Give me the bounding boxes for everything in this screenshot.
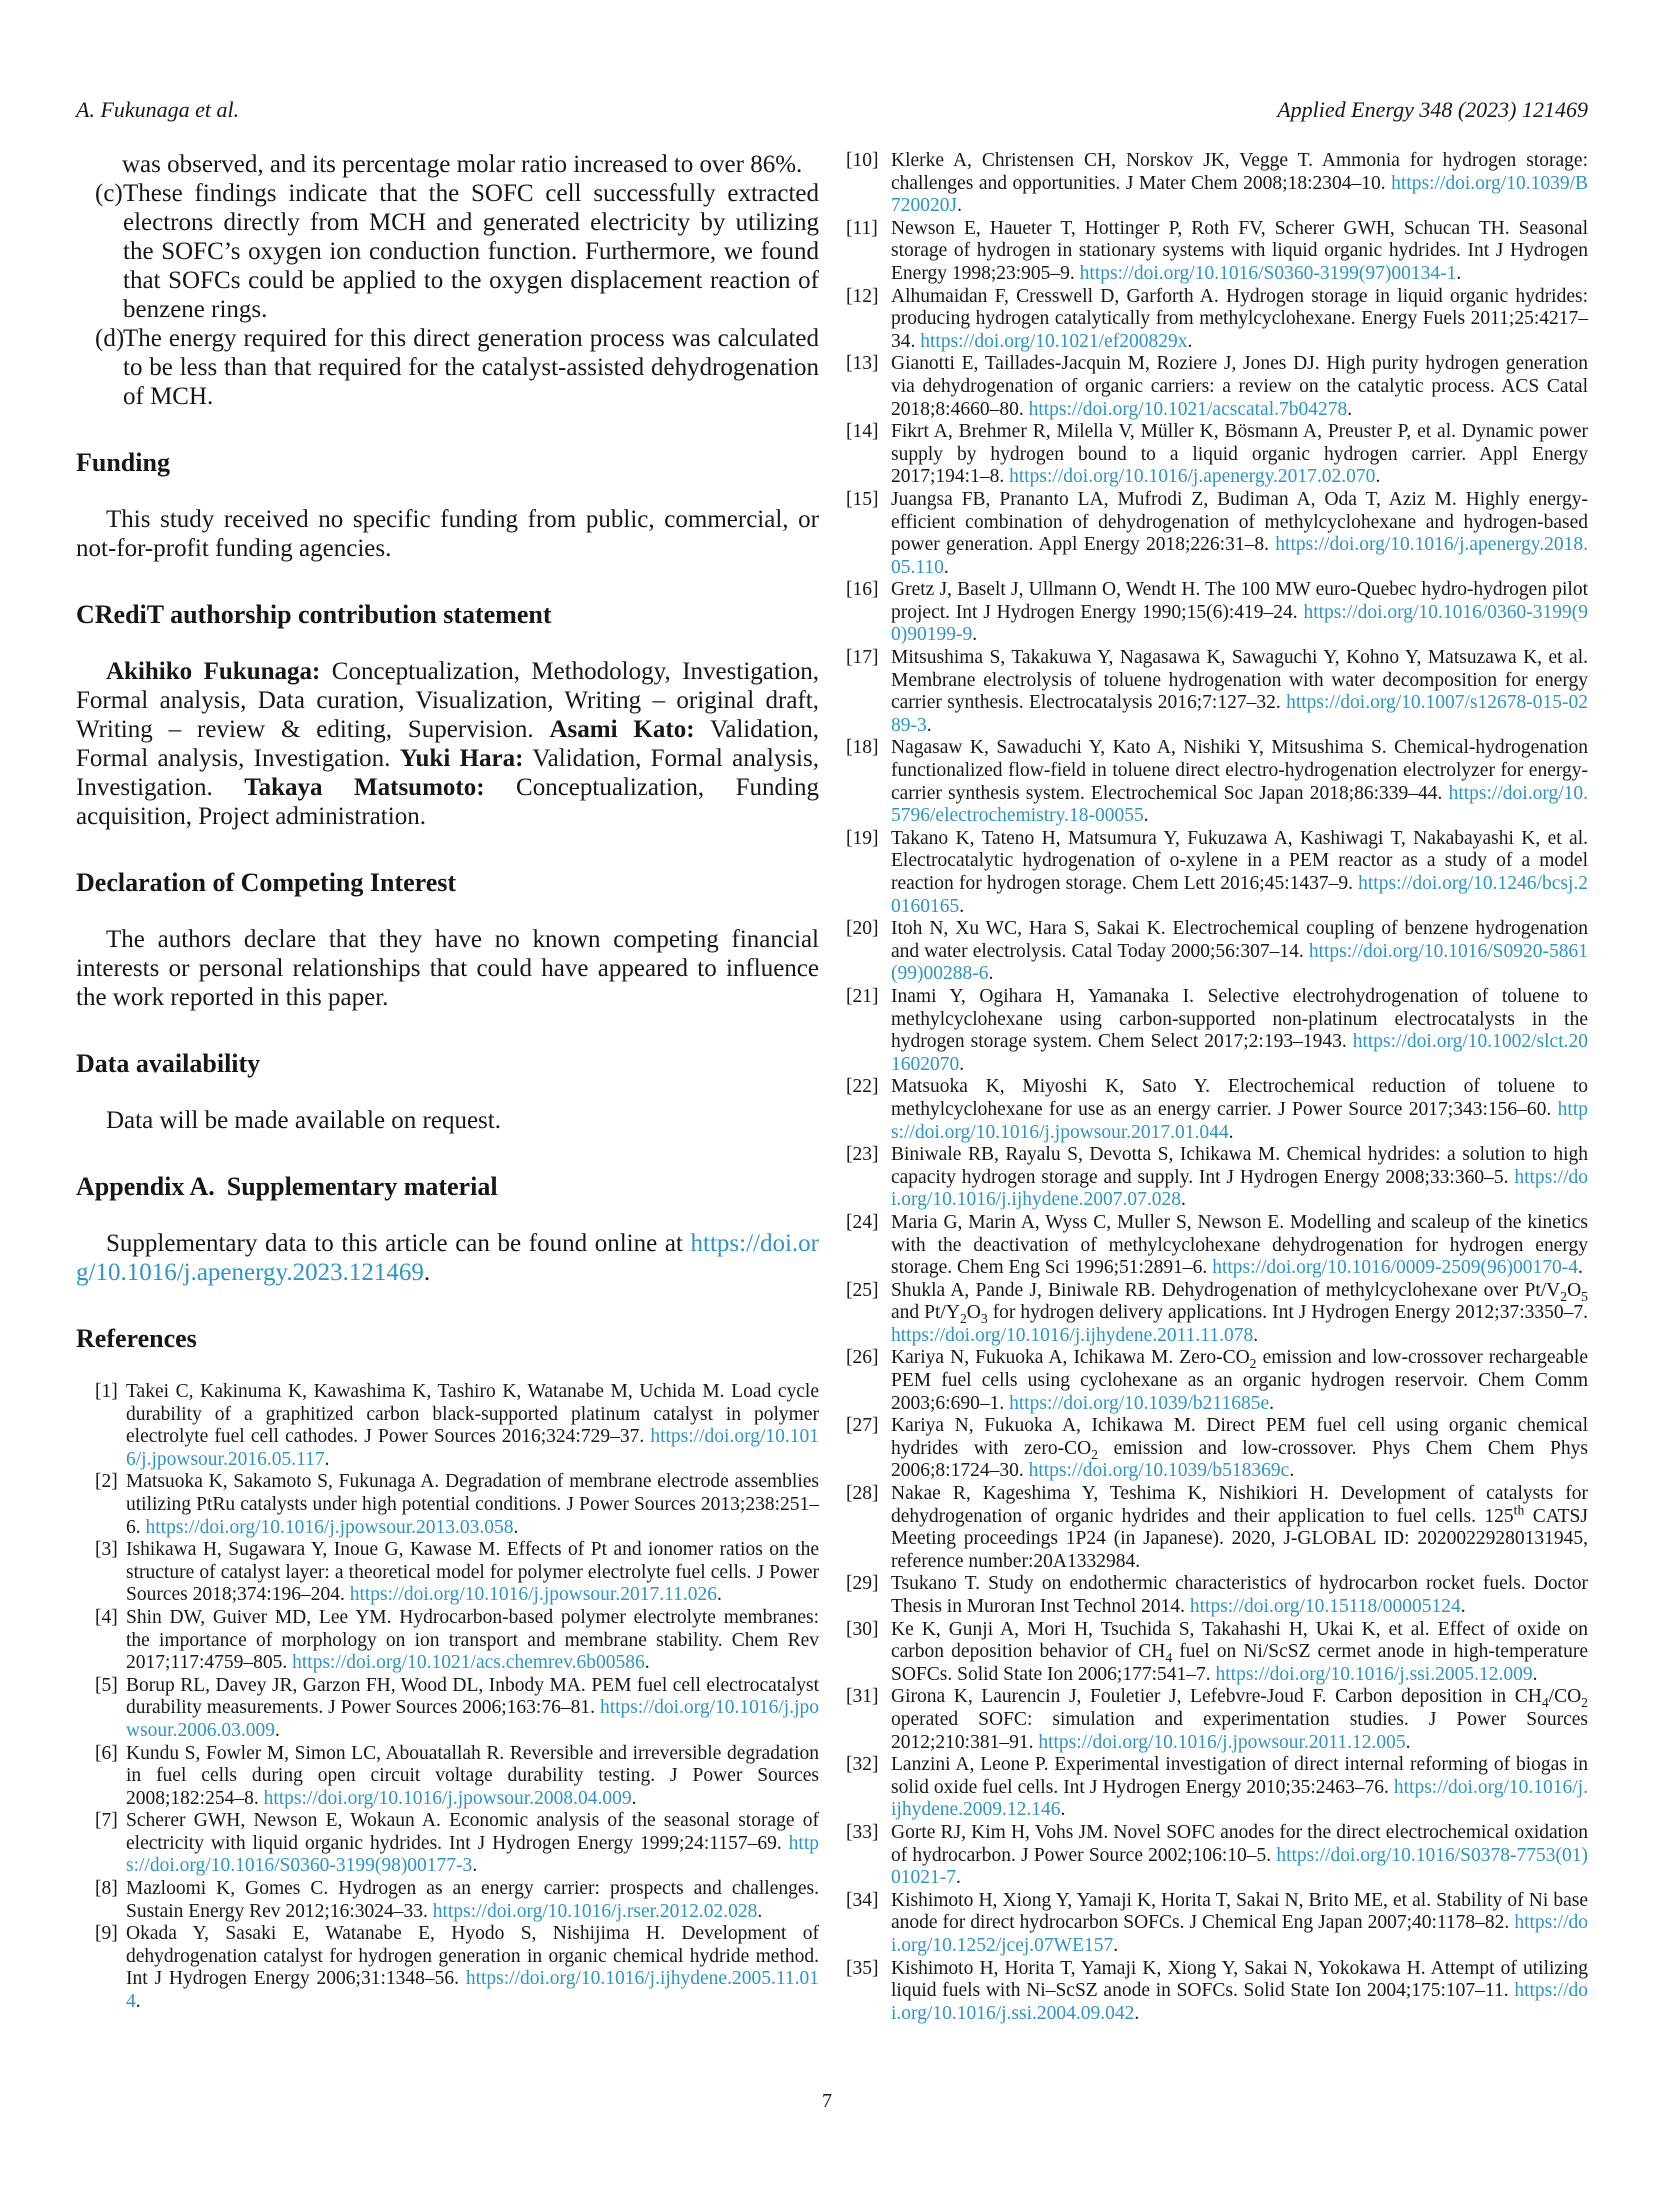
text-run: . bbox=[631, 1787, 637, 1809]
reference-text bbox=[891, 1573, 1588, 1617]
reference-item bbox=[845, 1822, 1588, 1890]
funding-paragraph: This study received no specific funding from public, commercial, or not-for-profit funding agencies. bbox=[76, 506, 819, 562]
reference-text bbox=[126, 1743, 819, 1809]
text-run: Newson E, Haueter T, Hottinger P, Roth FV, Scherer GWH, Schucan TH. Seasonal storage of hydrogen in stationary systems with liquid organic hydrides. Int J Hydrogen Energy 1998;23:905–9. bbox=[891, 217, 1588, 284]
text-run: Borup RL, Davey JR, Garzon FH, Wood DL, Inbody MA. PEM fuel cell electrocatalyst durability measurements. J Power Sources 2006;163:76–81. bbox=[126, 1674, 819, 1719]
doi-link[interactable]: https://doi.org/10.1016/j.jpowsour.2006.03.009 bbox=[126, 1697, 819, 1741]
text-run: . bbox=[988, 963, 994, 985]
reference-text bbox=[891, 1822, 1588, 1888]
doi-link[interactable]: https://doi.org/10.1252/jcej.07WE157 bbox=[891, 1912, 1588, 1956]
doi-link[interactable]: https://doi.org/10.1016/j.apenergy.2023.121469 bbox=[76, 1230, 819, 1286]
reference-text bbox=[126, 1878, 819, 1922]
bold-text: Akihiko Fukunaga: bbox=[106, 658, 321, 685]
reference-text bbox=[891, 421, 1588, 487]
reference-item bbox=[76, 1743, 819, 1811]
doi-link[interactable]: https://doi.org/10.15118/00005124 bbox=[1189, 1596, 1461, 1617]
reference-item bbox=[845, 489, 1588, 579]
reference-number: [8] bbox=[95, 1878, 118, 1900]
text-run: . bbox=[943, 556, 949, 578]
subscript: 4 bbox=[1165, 1650, 1173, 1666]
reference-text bbox=[891, 286, 1588, 352]
text-run: . bbox=[959, 895, 965, 917]
reference-number: [13] bbox=[846, 353, 879, 375]
data-availability-paragraph: Data will be made available on request. bbox=[106, 1107, 501, 1134]
page-body bbox=[76, 98, 1588, 2025]
reference-item bbox=[845, 579, 1588, 647]
doi-link[interactable]: https://doi.org/10.1016/j.apenergy.2017.02.070 bbox=[1009, 466, 1376, 488]
text-run: Kariya N, Fukuoka A, Ichikawa M. Direct PEM fuel cell using organic chemical hydrides with zero-CO bbox=[891, 1415, 1588, 1459]
reference-number: [10] bbox=[846, 150, 879, 171]
text-run: . bbox=[274, 1719, 280, 1741]
text-run: Okada Y, Sasaki E, Watanabe E, Hyodo S, Nishijima H. Development of dehydrogenation catalyst for hydrogen generation in organic chemical hydride method. Int J Hydrogen Energy 2006;31:1348–56. bbox=[126, 1923, 819, 1990]
text-run: . bbox=[1532, 1663, 1538, 1685]
running-header bbox=[76, 98, 1588, 122]
text-run: . bbox=[135, 1991, 141, 2013]
subscript: 2 bbox=[1091, 1446, 1098, 1462]
reference-number: [25] bbox=[846, 1279, 879, 1301]
text-run: Maria G, Marin A, Wyss C, Muller S, Newson E. Modelling and scaleup of the kinetics with the deactivation of methylcyclohexane dehydrogenation for hydrogen energy storage. Chem Eng Sci 1996;51:2891–6. bbox=[891, 1211, 1588, 1279]
doi-link[interactable]: https://doi.org/10.1021/ef200829x bbox=[920, 330, 1188, 352]
reference-text bbox=[891, 828, 1588, 917]
reference-text bbox=[126, 1539, 819, 1605]
reference-text bbox=[891, 579, 1588, 645]
text-run: fuel on Ni/ScSZ cermet anode in high-temperature SOFCs. Solid State Ion 2006;177:541–7. bbox=[891, 1641, 1588, 1685]
text-run: Nakae R, Kageshima Y, Teshima K, Nishikiori H. Development of catalysts for dehydrogenation of organic hydrides and their application to fuel cells. 125 bbox=[891, 1483, 1588, 1527]
reference-number: [14] bbox=[846, 421, 879, 443]
text-run: . bbox=[1228, 1121, 1234, 1143]
reference-item bbox=[76, 1607, 819, 1675]
reference-text bbox=[891, 737, 1588, 826]
text-run: Nagasaw K, Sawaduchi Y, Kato A, Nishiki Y, Mitsushima S. Chemical-hydrogenation functionalized flow-field in toluene direct electro-hydrogenation electrolyzer for energy-carrier synthesis system. Electrochemical Soc Japan 2018;86:339–44. bbox=[891, 737, 1588, 804]
subscript: 2 bbox=[1249, 1356, 1257, 1372]
doi-link[interactable]: https://doi.org/10.1016/j.jpowsour.2013.03.058 bbox=[145, 1516, 514, 1538]
header-authors: A. Fukunaga et al. bbox=[76, 97, 240, 122]
doi-link[interactable]: https://doi.org/10.1021/acscatal.7b04278 bbox=[1028, 398, 1348, 420]
reference-number: [11] bbox=[846, 217, 878, 239]
reference-item bbox=[845, 1686, 1588, 1754]
reference-text bbox=[891, 353, 1588, 419]
declaration-paragraph: The authors declare that they have no known competing financial interests or personal relationships that could have appeared to influence the work reported in this paper. bbox=[76, 926, 819, 1011]
text-run: CATSJ Meeting proceedings 1P24 (in Japanese). 2020, J-GLOBAL ID: 20200229280131945, reference number:20A1332984. bbox=[891, 1505, 1588, 1572]
reference-number: [4] bbox=[95, 1606, 118, 1628]
text-run: . bbox=[1577, 1257, 1583, 1279]
reference-number: [23] bbox=[846, 1144, 879, 1166]
subscript: 2 bbox=[1581, 1695, 1588, 1711]
doi-link[interactable]: https://doi.org/10.1016/S0378-7753(01)01021-7 bbox=[891, 1844, 1588, 1889]
appendix-paragraph bbox=[76, 1229, 819, 1287]
reference-text bbox=[891, 1686, 1588, 1752]
reference-number: [31] bbox=[846, 1686, 879, 1708]
reference-text bbox=[891, 1280, 1588, 1346]
reference-text bbox=[891, 1483, 1588, 1572]
reference-item bbox=[845, 918, 1588, 986]
data-availability-heading: Data availability bbox=[76, 1049, 261, 1078]
text-run: . bbox=[644, 1652, 650, 1674]
reference-text bbox=[891, 918, 1588, 984]
text-run: Mazloomi K, Gomes C. Hydrogen as an energy carrier: prospects and challenges. Sustain Energy Rev 2012;16:3024–33. bbox=[126, 1878, 819, 1922]
doi-link[interactable]: https://doi.org/10.1016/S0360-3199(98)00177-3 bbox=[126, 1832, 819, 1877]
text-run: . bbox=[1060, 1799, 1066, 1821]
reference-number: [28] bbox=[846, 1483, 879, 1505]
list-item-text: The energy required for this direct generation process was calculated to be less than that required for the catalyst-assisted dehydrogenation of MCH. bbox=[123, 325, 819, 410]
text-run: Inami Y, Ogihara H, Yamanaka I. Selective electrohydrogenation of toluene to methylcyclohexane using carbon-supported non-platinum electrocatalysts in the hydrogen storage system. Chem Select 2017;2:193–1943. bbox=[891, 985, 1588, 1053]
reference-number: [2] bbox=[95, 1471, 118, 1493]
credit-paragraph bbox=[76, 657, 819, 831]
text-run: Alhumaidan F, Cresswell D, Garforth A. Hydrogen storage in liquid organic hydrides: producing hydrogen catalytically from methylcyclohexane. Energy Fuels 2011;25:4217–34. bbox=[891, 285, 1588, 352]
list-item-label: (d) bbox=[95, 325, 125, 352]
reference-number: [33] bbox=[846, 1821, 879, 1843]
references-list-right bbox=[845, 150, 1588, 2025]
doi-link[interactable]: https://doi.org/10.1016/j.ssi.2004.09.042 bbox=[891, 1980, 1588, 2024]
reference-text bbox=[891, 986, 1588, 1075]
reference-item bbox=[845, 1347, 1588, 1415]
reference-number: [29] bbox=[846, 1573, 879, 1595]
doi-link[interactable]: https://doi.org/10.1016/j.jpowsour.2016.05.117 bbox=[126, 1426, 819, 1470]
reference-number: [1] bbox=[95, 1381, 118, 1402]
reference-item bbox=[845, 647, 1588, 737]
subscript: 3 bbox=[980, 1311, 988, 1327]
reference-text bbox=[126, 1675, 819, 1741]
reference-item bbox=[845, 1573, 1588, 1618]
subscript: 4 bbox=[1541, 1695, 1549, 1711]
reference-number: [15] bbox=[846, 488, 879, 510]
reference-item bbox=[845, 1415, 1588, 1483]
text-run: . bbox=[1134, 2002, 1140, 2024]
text-run: Matsuoka K, Sakamoto S, Fukunaga A. Degradation of membrane electrode assemblies utilizing PtRu catalysts under high potential conditions. J Power Sources 2013;238:251–6. bbox=[126, 1471, 819, 1538]
text-run: . bbox=[926, 714, 932, 736]
doi-link[interactable]: https://doi.org/10.1016/j.jpowsour.2011.12.005 bbox=[1038, 1731, 1406, 1753]
reference-item bbox=[845, 1958, 1588, 2026]
text-run: . bbox=[757, 1900, 763, 1922]
paragraph-continuation: was observed, and its percentage molar ratio increased to over 86%. bbox=[122, 151, 803, 178]
text-run: . bbox=[1253, 1324, 1259, 1346]
text-run: Conceptualization, Funding acquisition, Project administration. bbox=[76, 774, 819, 830]
reference-number: [6] bbox=[95, 1742, 118, 1764]
doi-link[interactable]: https://doi.org/10.1016/j.ijhydene.2007.07.028 bbox=[891, 1166, 1588, 1211]
text-run: . bbox=[513, 1516, 519, 1538]
reference-number: [21] bbox=[846, 985, 879, 1007]
reference-text bbox=[126, 1923, 819, 2012]
reference-item bbox=[845, 150, 1588, 218]
reference-text bbox=[126, 1381, 819, 1470]
reference-item bbox=[76, 1539, 819, 1607]
text-run: . bbox=[1347, 398, 1353, 420]
text-run: . bbox=[959, 1053, 965, 1075]
reference-item bbox=[845, 353, 1588, 421]
doi-link[interactable]: https://doi.org/10.1039/B720020J bbox=[891, 172, 1588, 217]
reference-item bbox=[845, 986, 1588, 1076]
reference-number: [34] bbox=[846, 1889, 879, 1911]
reference-text bbox=[126, 1810, 819, 1876]
doi-link[interactable]: https://doi.org/10.1016/j.jpowsour.2017.01.044 bbox=[891, 1098, 1588, 1143]
text-run: Gianotti E, Taillades-Jacquin M, Roziere J, Jones DJ. High purity hydrogen generation via dehydrogenation of organic carriers: a review on the catalytic process. ACS Catal 2018;8:4660–80. bbox=[891, 353, 1588, 420]
doi-link[interactable]: https://doi.org/10.1021/acs.chemrev.6b00586 bbox=[292, 1652, 645, 1674]
reference-item bbox=[845, 421, 1588, 489]
doi-link[interactable]: https://doi.org/10.1016/j.ijhydene.2011.11.078 bbox=[891, 1324, 1254, 1346]
doi-link[interactable]: https://doi.org/10.1246/bcsj.20160165 bbox=[891, 873, 1588, 917]
text-run: . bbox=[1143, 805, 1149, 827]
reference-number: [24] bbox=[846, 1211, 879, 1233]
reference-text bbox=[891, 1754, 1588, 1820]
text-run: operated SOFC: simulation and experimentation studies. J Power Sources 2012;210:381–91. bbox=[891, 1708, 1588, 1753]
text-run: . bbox=[423, 1259, 431, 1286]
reference-item bbox=[845, 1144, 1588, 1212]
text-run: Kishimoto H, Xiong Y, Yamaji K, Horita T, Sakai N, Brito ME, et al. Stability of Ni base anode for direct hydrocarbon SOFCs. J Chemical Eng Japan 2007;40:1178–82. bbox=[891, 1889, 1588, 1934]
reference-item bbox=[76, 1878, 819, 1923]
doi-link[interactable]: https://doi.org/10.1016/S0920-5861(99)00288-6 bbox=[891, 940, 1588, 985]
text-run: Biniwale RB, Rayalu S, Devotta S, Ichikawa M. Chemical hydrides: a solution to high capacity hydrogen storage and supply. Int J Hydrogen Energy 2008;33:360–5. bbox=[891, 1144, 1588, 1188]
text-run: Takano K, Tateno H, Matsumura Y, Fukuzawa A, Kashiwagi T, Nakabayashi K, et al. Electrocatalytic hydrogenation of o-xylene in a PEM reactor as a study of a model reaction for hydrogen storage. Chem Lett 2016;45:1437–9. bbox=[891, 827, 1588, 894]
reference-item bbox=[845, 1280, 1588, 1348]
text-run: Ke K, Gunji A, Mori H, Tsuchida S, Takahashi H, Ukai K, et al. Effect of oxide on carbon deposition behavior of CH bbox=[891, 1618, 1588, 1663]
reference-item bbox=[76, 1381, 819, 1471]
reference-number: [5] bbox=[95, 1674, 118, 1696]
reference-number: [27] bbox=[846, 1415, 879, 1437]
reference-text bbox=[891, 218, 1588, 284]
reference-text bbox=[891, 1144, 1588, 1210]
reference-number: [16] bbox=[846, 579, 879, 601]
reference-item bbox=[845, 1890, 1588, 1958]
two-column-layout bbox=[76, 150, 1588, 2025]
list-item-d bbox=[76, 324, 819, 411]
text-run: . bbox=[1375, 466, 1381, 488]
text-run: Takei C, Kakinuma K, Kawashima K, Tashiro K, Watanabe M, Uchida M. Load cycle durability of a graphitized carbon black-supported platinum catalyst in polymer electrolyte fuel cell cathodes. J Power Sources 2016;324:729–37. bbox=[126, 1381, 819, 1448]
reference-number: [17] bbox=[846, 647, 879, 669]
text-run: . bbox=[1460, 1596, 1466, 1617]
reference-text bbox=[891, 1958, 1588, 2024]
bold-text: Asami Kato: bbox=[549, 716, 695, 743]
reference-item bbox=[76, 1675, 819, 1743]
text-run: . bbox=[972, 624, 978, 646]
reference-number: [35] bbox=[846, 1957, 879, 1979]
doi-link[interactable]: https://doi.org/10.1016/j.rser.2012.02.028 bbox=[432, 1900, 758, 1922]
text-run: Conceptualization, Methodology, Investigation, Formal analysis, Data curation, Visualization, Writing – original draft, Writing – review & editing, Supervision. bbox=[76, 658, 819, 743]
reference-item bbox=[845, 286, 1588, 354]
doi-link[interactable]: https://doi.org/10.1039/b518369c bbox=[1028, 1460, 1290, 1482]
text-run: and Pt/Y bbox=[891, 1302, 960, 1324]
reference-number: [18] bbox=[846, 737, 879, 759]
text-run: . bbox=[1269, 1392, 1274, 1414]
text-run: . bbox=[324, 1448, 330, 1470]
text-run: Shin DW, Guiver MD, Lee YM. Hydrocarbon-based polymer electrolyte membranes: the importance of morphology on ion transport and membrane stability. Chem Rev 2017;117:4759–805. bbox=[126, 1606, 819, 1674]
reference-number: [32] bbox=[846, 1754, 879, 1776]
text-run: Lanzini A, Leone P. Experimental investigation of direct internal reforming of biogas in solid oxide fuel cells. Int J Hydrogen Energy 2010;35:2463–76. bbox=[891, 1754, 1588, 1798]
text-run: . bbox=[957, 195, 962, 217]
doi-link[interactable]: https://doi.org/10.1016/j.apenergy.2018.05.110 bbox=[891, 534, 1588, 578]
doi-link[interactable]: https://doi.org/10.1016/S0360-3199(97)00134-1 bbox=[1079, 262, 1457, 284]
appendix-label: Appendix A. bbox=[76, 1172, 215, 1201]
reference-number: [22] bbox=[846, 1076, 879, 1098]
reference-item bbox=[845, 1483, 1588, 1573]
doi-link[interactable]: https://doi.org/10.1016/j.ijhydene.2009.12.146 bbox=[891, 1776, 1588, 1821]
reference-item bbox=[76, 1471, 819, 1539]
subscript: 5 bbox=[1581, 1288, 1588, 1304]
reference-number: [12] bbox=[846, 285, 879, 307]
doi-link[interactable]: https://doi.org/10.1016/j.ssi.2005.12.009 bbox=[1215, 1663, 1533, 1685]
reference-item bbox=[845, 1076, 1588, 1144]
text-run: Kariya N, Fukuoka A, Ichikawa M. Zero-CO bbox=[891, 1347, 1250, 1369]
text-run: . bbox=[1180, 1189, 1186, 1211]
reference-number: [26] bbox=[846, 1347, 879, 1369]
subscript: 2 bbox=[1560, 1288, 1568, 1304]
header-journal-citation: Applied Energy 348 (2023) 121469 bbox=[1277, 97, 1588, 122]
text-run: Matsuoka K, Miyoshi K, Sato Y. Electrochemical reduction of toluene to methylcyclohexane for use as an energy carrier. J Power Source 2017;343:156–60. bbox=[891, 1076, 1588, 1120]
reference-text bbox=[891, 1890, 1588, 1956]
text-run: Validation, Formal analysis, Investigation. bbox=[76, 716, 819, 772]
bold-text: Yuki Hara: bbox=[399, 745, 524, 772]
text-run: . bbox=[1113, 1934, 1119, 1956]
doi-link[interactable]: https://doi.org/10.5796/electrochemistry.18-00055 bbox=[891, 782, 1588, 827]
reference-text bbox=[891, 1347, 1588, 1413]
reference-item bbox=[845, 1619, 1588, 1687]
text-run: . bbox=[1405, 1731, 1411, 1753]
declaration-heading: Declaration of Competing Interest bbox=[76, 868, 457, 897]
doi-link[interactable]: https://doi.org/10.1016/0009-2509(96)00170-4 bbox=[1212, 1257, 1578, 1279]
doi-link[interactable]: https://doi.org/10.1002/slct.201602070 bbox=[891, 1031, 1588, 1075]
bold-text: Takaya Matsumoto: bbox=[244, 774, 485, 801]
text-run: . bbox=[1456, 262, 1462, 284]
list-item-label: (c) bbox=[95, 180, 123, 207]
reference-item bbox=[845, 1754, 1588, 1822]
reference-text bbox=[891, 1619, 1588, 1685]
doi-link[interactable]: https://doi.org/10.1016/0360-3199(90)90199-9 bbox=[891, 601, 1588, 646]
text-run: Tsukano T. Study on endothermic characteristics of hydrocarbon rocket fuels. Doctor Thesis in Muroran Inst Technol 2014. bbox=[891, 1573, 1588, 1617]
text-run: . bbox=[1187, 330, 1193, 352]
text-run: Girona K, Laurencin J, Fouletier J, Lefebvre-Joud F. Carbon deposition in CH bbox=[891, 1686, 1542, 1708]
reference-text bbox=[126, 1607, 819, 1673]
reference-item bbox=[845, 828, 1588, 918]
reference-number: [7] bbox=[95, 1810, 118, 1832]
text-run: Validation, Formal analysis, Investigation. bbox=[76, 745, 819, 801]
reference-number: [19] bbox=[846, 827, 879, 849]
appendix-heading bbox=[76, 1172, 819, 1202]
doi-link[interactable]: https://doi.org/10.1007/s12678-015-0289-3 bbox=[891, 692, 1588, 736]
doi-link[interactable]: https://doi.org/10.1016/j.jpowsour.2017.11.026 bbox=[349, 1584, 717, 1606]
text-run: Mitsushima S, Takakuwa Y, Nagasawa K, Sawaguchi Y, Kohno Y, Matsuzawa K, et al. Membrane electrolysis of toluene hydrogenation with water decomposition for energy carrier synthesis. Electrocatalysis 2016;7:127–32. bbox=[891, 647, 1588, 714]
reference-number: [20] bbox=[846, 918, 879, 940]
text-run: . bbox=[1289, 1460, 1295, 1482]
text-run: . bbox=[956, 1867, 961, 1889]
reference-text bbox=[891, 150, 1588, 216]
text-run: O bbox=[966, 1302, 981, 1324]
reference-number: [3] bbox=[95, 1539, 118, 1561]
text-run: . bbox=[716, 1584, 722, 1606]
list-item-text: These findings indicate that the SOFC cell successfully extracted electrons directly from MCH and generated electricity by utilizing the SOFC’s oxygen ion conduction function. Furthermore, we found that SOFCs could be applied to the oxygen displacement reaction of benzene rings. bbox=[123, 180, 819, 323]
text-run: Ishikawa H, Sugawara Y, Inoue G, Kawase M. Effects of Pt and ionomer ratios on the structure of catalyst layer: a theoretical model for polymer electrolyte fuel cells. J Power Sources 2018;374:196–204. bbox=[126, 1539, 819, 1606]
text-run: . bbox=[472, 1855, 478, 1877]
reference-item bbox=[845, 737, 1588, 827]
text-run: Gorte RJ, Kim H, Vohs JM. Novel SOFC anodes for the direct electrochemical oxidation of hydrocarbon. J Power Source 2002;106:10–5. bbox=[891, 1821, 1588, 1866]
text-run: Kundu S, Fowler M, Simon LC, Abouatallah R. Reversible and irreversible degradation in fuel cells during open circuit voltage durability testing. J Power Sources 2008;182:254–8. bbox=[126, 1742, 819, 1809]
reference-item bbox=[76, 1810, 819, 1878]
superscript: th bbox=[1513, 1502, 1525, 1518]
reference-number: [30] bbox=[846, 1618, 879, 1640]
text-run: for hydrogen delivery applications. Int J Hydrogen Energy 2012;37:3350–7. bbox=[987, 1302, 1589, 1324]
text-run: O bbox=[1567, 1279, 1582, 1301]
left-column bbox=[76, 150, 819, 2025]
text-run: Gretz J, Baselt J, Ullmann O, Wendt H. The 100 MW euro-Quebec hydro-hydrogen pilot project. Int J Hydrogen Energy 1990;15(6):419–24. bbox=[891, 579, 1588, 623]
text-run: Scherer GWH, Newson E, Wokaun A. Economic analysis of the seasonal storage of electricity with liquid organic hydrides. Int J Hydrogen Energy 1999;24:1157–69. bbox=[126, 1810, 819, 1854]
right-column bbox=[845, 150, 1588, 2025]
text-run: Kishimoto H, Horita T, Yamaji K, Xiong Y, Sakai N, Yokokawa H. Attempt of utilizing liquid fuels with Ni–ScSZ anode in SOFCs. Solid State Ion 2004;175:107–11. bbox=[891, 1957, 1588, 2002]
credit-heading: CRediT authorship contribution statement bbox=[76, 600, 552, 629]
references-list-left bbox=[76, 1381, 819, 2014]
text-run: Juangsa FB, Prananto LA, Mufrodi Z, Budiman A, Oda T, Aziz M. Highly energy-efficient combination of dehydrogenation of methylcyclohexane and hydrogen-based power generation. Appl Energy 2018;226:31–8. bbox=[891, 488, 1588, 556]
reference-text bbox=[891, 1415, 1588, 1481]
page-number: 7 bbox=[822, 2090, 832, 2112]
reference-text bbox=[891, 1212, 1588, 1278]
text-run: Supplementary data to this article can be found online at bbox=[106, 1230, 691, 1257]
reference-text bbox=[891, 647, 1588, 736]
reference-text bbox=[891, 1076, 1588, 1142]
text-run: /CO bbox=[1548, 1686, 1582, 1708]
doi-link[interactable]: https://doi.org/10.1039/b211685e bbox=[1009, 1392, 1270, 1414]
doi-link[interactable]: https://doi.org/10.1016/j.ijhydene.2005.11.014 bbox=[126, 1968, 819, 2013]
list-item-c bbox=[76, 179, 819, 324]
reference-number: [9] bbox=[95, 1923, 118, 1945]
reference-item bbox=[845, 1212, 1588, 1280]
subscript: 2 bbox=[959, 1311, 967, 1327]
reference-item bbox=[845, 218, 1588, 286]
text-run: emission and low-crossover. Phys Chem Chem Phys 2006;8:1724–30. bbox=[891, 1437, 1588, 1482]
appendix-title: Supplementary material bbox=[226, 1172, 498, 1201]
text-run: emission and low-crossover rechargeable PEM fuel cells using cyclohexane as an organic hydrogen reservoir. Chem Comm 2003;6:690–1. bbox=[891, 1347, 1588, 1414]
text-run: Itoh N, Xu WC, Hara S, Sakai K. Electrochemical coupling of benzene hydrogenation and water electrolysis. Catal Today 2000;56:307–14. bbox=[891, 918, 1588, 962]
reference-text bbox=[126, 1471, 819, 1537]
text-run: Shukla A, Pande J, Biniwale RB. Dehydrogenation of methylcyclohexane over Pt/V bbox=[891, 1279, 1561, 1301]
references-heading: References bbox=[76, 1324, 197, 1353]
reference-item bbox=[76, 1923, 819, 2013]
reference-text bbox=[891, 489, 1588, 578]
funding-heading: Funding bbox=[76, 448, 170, 477]
text-run: Klerke A, Christensen CH, Norskov JK, Vegge T. Ammonia for hydrogen storage: challenges and opportunities. J Mater Chem 2008;18:2304–10. bbox=[891, 150, 1588, 194]
text-run: Fikrt A, Brehmer R, Milella V, Müller K, Bösmann A, Preuster P, et al. Dynamic power supply by hydrogen bound to a liquid organic hydrogen carrier. Appl Energy 2017;194:1–8. bbox=[891, 421, 1588, 488]
doi-link[interactable]: https://doi.org/10.1016/j.jpowsour.2008.04.009 bbox=[263, 1787, 632, 1809]
